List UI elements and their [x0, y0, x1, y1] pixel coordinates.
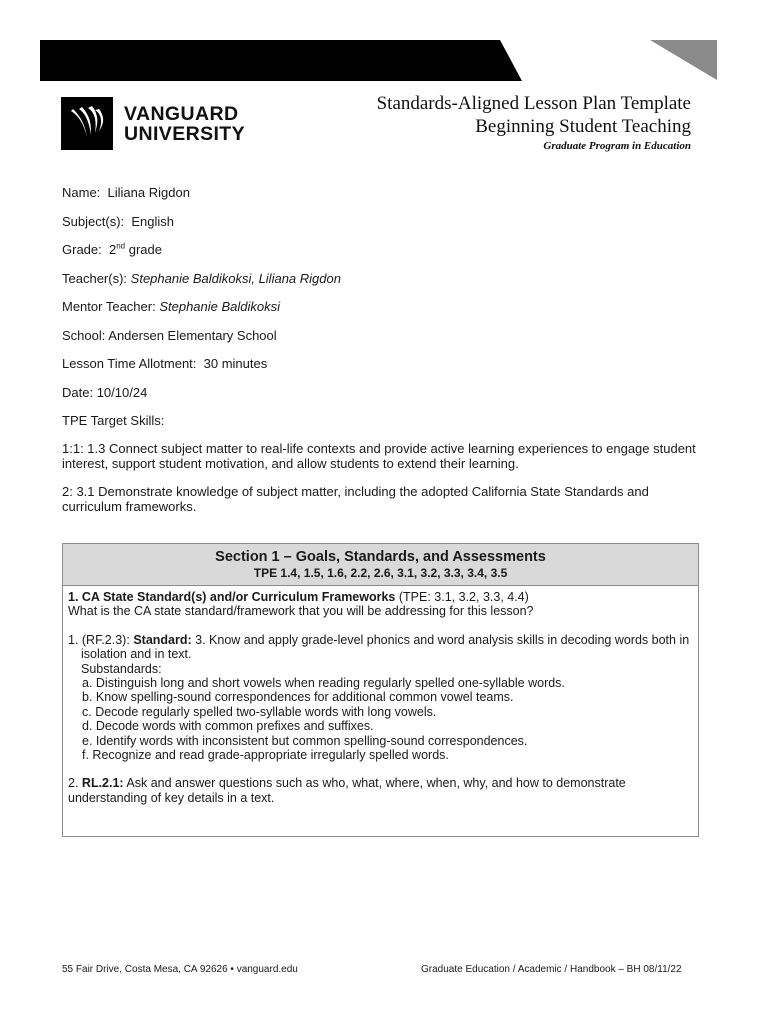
date-value: 10/10/24: [96, 385, 148, 400]
mentor-value: Stephanie Baldikoksi: [159, 299, 281, 314]
mentor-line: [62, 299, 280, 314]
university-wordmark: [124, 104, 245, 144]
substandard-item: a. Distinguish long and short vowels when reading regularly spelled one-syllable words.: [82, 676, 565, 691]
date-line: [62, 385, 147, 400]
document-subtitle: Beginning Student Teaching: [475, 116, 691, 137]
teacher-line: [62, 271, 341, 286]
section-1-table: [62, 543, 699, 837]
subject-label: Subject(s):: [62, 214, 125, 229]
standard-2-code: RL.2.1:: [81, 776, 124, 791]
footer-address: 55 Fair Drive, Costa Mesa, CA 92626 • vanguard.edu: [62, 964, 298, 975]
name-line: [62, 185, 190, 200]
date-label: Date:: [62, 385, 94, 400]
question-title: 1. CA State Standard(s) and/or Curriculum Frameworks: [68, 590, 396, 604]
standard-1-text: 3. Know and apply grade-level phonics and word analysis skills in decoding words both in: [195, 632, 690, 647]
section-1-header: [63, 544, 698, 586]
question-tpe: (TPE: 3.1, 3.2, 3.3, 4.4): [398, 590, 529, 604]
grade-label: Grade:: [62, 242, 102, 257]
standard-2-text: Ask and answer questions such as who, what, where, when, why, and how to demonstrate understanding of key details in a text.: [68, 776, 626, 805]
footer-handbook: Graduate Education / Academic / Handbook – BH 08/11/22: [421, 964, 682, 975]
grade-number: 2: [108, 242, 117, 257]
substandards-label: Substandards:: [81, 661, 162, 676]
teacher-value: Stephanie Baldikoksi, Liliana Rigdon: [130, 271, 341, 286]
section-1-tpe: TPE 1.4, 1.5, 1.6, 2.2, 2.6, 3.1, 3.2, 3.3, 3.4, 3.5: [253, 566, 508, 580]
school-label: School:: [62, 328, 106, 343]
document-title: Standards-Aligned Lesson Plan Template: [376, 93, 691, 114]
tpe-label: TPE Target Skills:: [62, 413, 165, 428]
grade-word: grade: [128, 242, 162, 257]
header-black-bar: [40, 40, 522, 81]
section-1-body: [63, 586, 698, 805]
teacher-label: Teacher(s):: [62, 271, 128, 286]
standard-1-code: 1. (RF.2.3):: [68, 632, 130, 647]
name-value: Liliana Rigdon: [107, 185, 190, 200]
vanguard-logo-icon: [61, 97, 113, 150]
standard-1: [68, 633, 692, 647]
substandard-item: d. Decode words with common prefixes and suffixes.: [82, 719, 374, 734]
name-label: Name:: [62, 185, 101, 200]
time-label: Lesson Time Allotment:: [62, 356, 197, 371]
section-1-title: Section 1 – Goals, Standards, and Assessments: [215, 549, 546, 565]
question-text: What is the CA state standard/framework that you will be addressing for this lesson?: [68, 604, 534, 619]
mentor-label: Mentor Teacher:: [62, 299, 156, 314]
wordmark-line-1: VANGUARD: [124, 103, 239, 125]
substandard-item: b. Know spelling-sound correspondences for additional common vowel teams.: [82, 690, 514, 705]
tpe-skill-1: 1:1: 1.3 Connect subject matter to real-life contexts and provide active learning experiences to engage student interest, support student motivation, and allow students to extend their learning.: [62, 441, 696, 471]
header-corner-triangle: [650, 40, 717, 80]
document-title-block: [377, 92, 691, 154]
standard-1-label: Standard:: [133, 632, 192, 647]
tpe-skill-2: 2: 3.1 Demonstrate knowledge of subject matter, including the adopted California State Standards and curriculum frameworks.: [62, 484, 649, 514]
school-value: Andersen Elementary School: [108, 328, 277, 343]
substandard-item: f. Recognize and read grade-appropriate irregularly spelled words.: [82, 748, 449, 763]
subject-value: English: [131, 214, 175, 229]
standard-1-continued: isolation and in text.: [81, 647, 192, 662]
grade-suffix: nd: [116, 241, 126, 251]
question-line: [68, 590, 692, 604]
standard-2-number: 2.: [68, 776, 79, 791]
substandard-item: c. Decode regularly spelled two-syllable words with long vowels.: [82, 704, 437, 719]
time-value: 30 minutes: [203, 356, 268, 371]
subject-line: [62, 214, 174, 229]
grade-line: [62, 242, 162, 257]
standard-2: [68, 776, 692, 805]
school-line: [62, 328, 277, 343]
time-line: [62, 356, 267, 371]
wordmark-line-2: UNIVERSITY: [124, 123, 246, 145]
program-name: Graduate Program in Education: [543, 140, 691, 152]
substandard-item: e. Identify words with inconsistent but common spelling-sound correspondences.: [82, 733, 528, 748]
